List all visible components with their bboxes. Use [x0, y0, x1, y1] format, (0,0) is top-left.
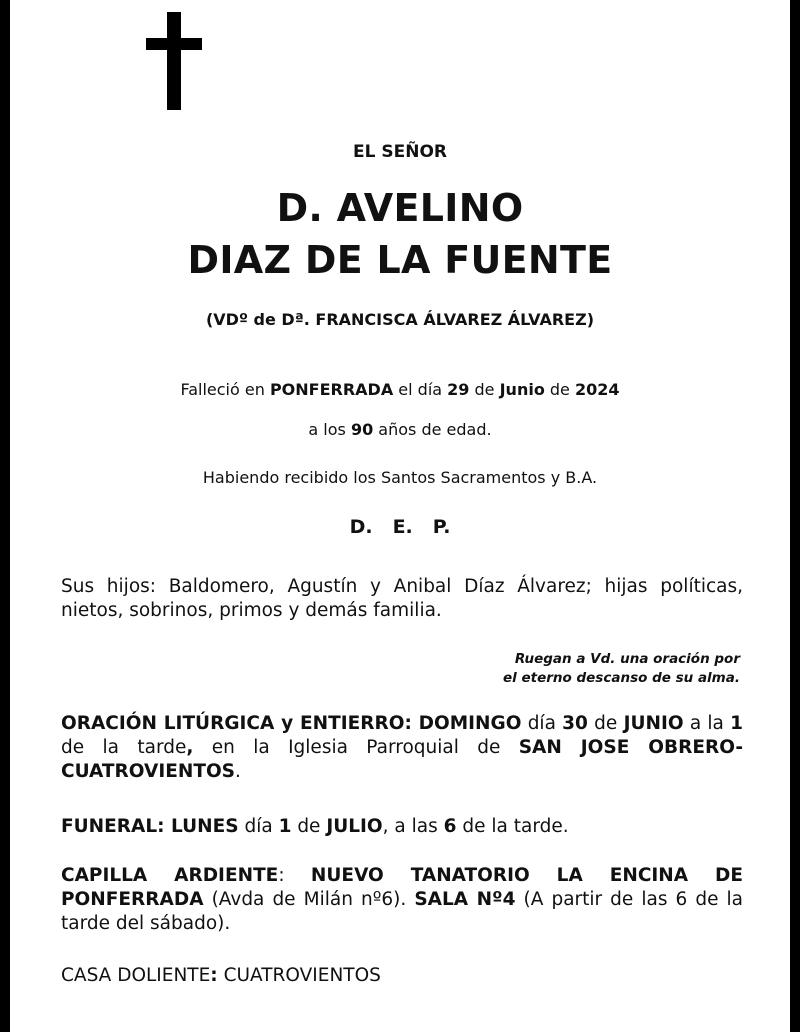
death-place: PONFERRADA: [269, 380, 394, 399]
death-day: 29: [447, 380, 470, 399]
sacraments-note: Habiendo recibido los Santos Sacramentos y B.A.: [202, 468, 598, 487]
death-year: 2024: [574, 380, 620, 399]
prayer-request: Ruegan a Vd. una oración por el eterno descanso de su alma.: [503, 651, 740, 686]
deceased-name-line2: DIAZ DE LA FUENTE: [187, 238, 613, 282]
family-home-paragraph: CASA DOLIENTE: CUATROVIENTOS: [61, 965, 381, 986]
obituary-page: [10, 0, 790, 1032]
death-month: Junio: [499, 380, 545, 399]
title-prefix: EL SEÑOR: [353, 142, 447, 162]
death-statement: Falleció en PONFERRADA el día 29 de Junio de 2024: [180, 380, 620, 399]
room-number: SALA Nº4: [414, 889, 516, 910]
chapel-paragraph: CAPILLA ARDIENTE: NUEVO TANATORIO LA ENCINA DE PONFERRADA (Avda de Milán nº6). SALA Nº4 (A partir de las 6 de la tarde del sábado).: [61, 865, 743, 934]
age-value: 90: [350, 420, 374, 439]
deceased-name-line1: D. AVELINO: [276, 186, 524, 230]
cross-icon: [146, 12, 202, 110]
church-name: SAN JOSE OBRERO-CUATROVIENTOS: [61, 737, 744, 782]
family-paragraph: Sus hijos: Baldomero, Agustín y Anibal Díaz Álvarez; hijas políticas, nietos, sobrinos, primos y demás familia.: [61, 576, 743, 621]
widow-note: (VDº de Dª. FRANCISCA ÁLVAREZ ÁLVAREZ): [205, 310, 595, 329]
funeral-home: NUEVO TANATORIO LA ENCINA DE PONFERRADA: [61, 865, 743, 910]
funeral-paragraph: FUNERAL: LUNES día 1 de JULIO, a las 6 de la tarde.: [61, 816, 569, 837]
liturgy-burial-paragraph: ORACIÓN LITÚRGICA y ENTIERRO: DOMINGO día 30 de JUNIO a la 1 de la tarde, en la Iglesia Parroquial de SAN JOSE OBRERO-CUATROVIENTOS.: [61, 713, 744, 782]
rip-abbreviation: D. E. P.: [349, 516, 451, 538]
age-statement: a los 90 años de edad.: [308, 420, 492, 439]
